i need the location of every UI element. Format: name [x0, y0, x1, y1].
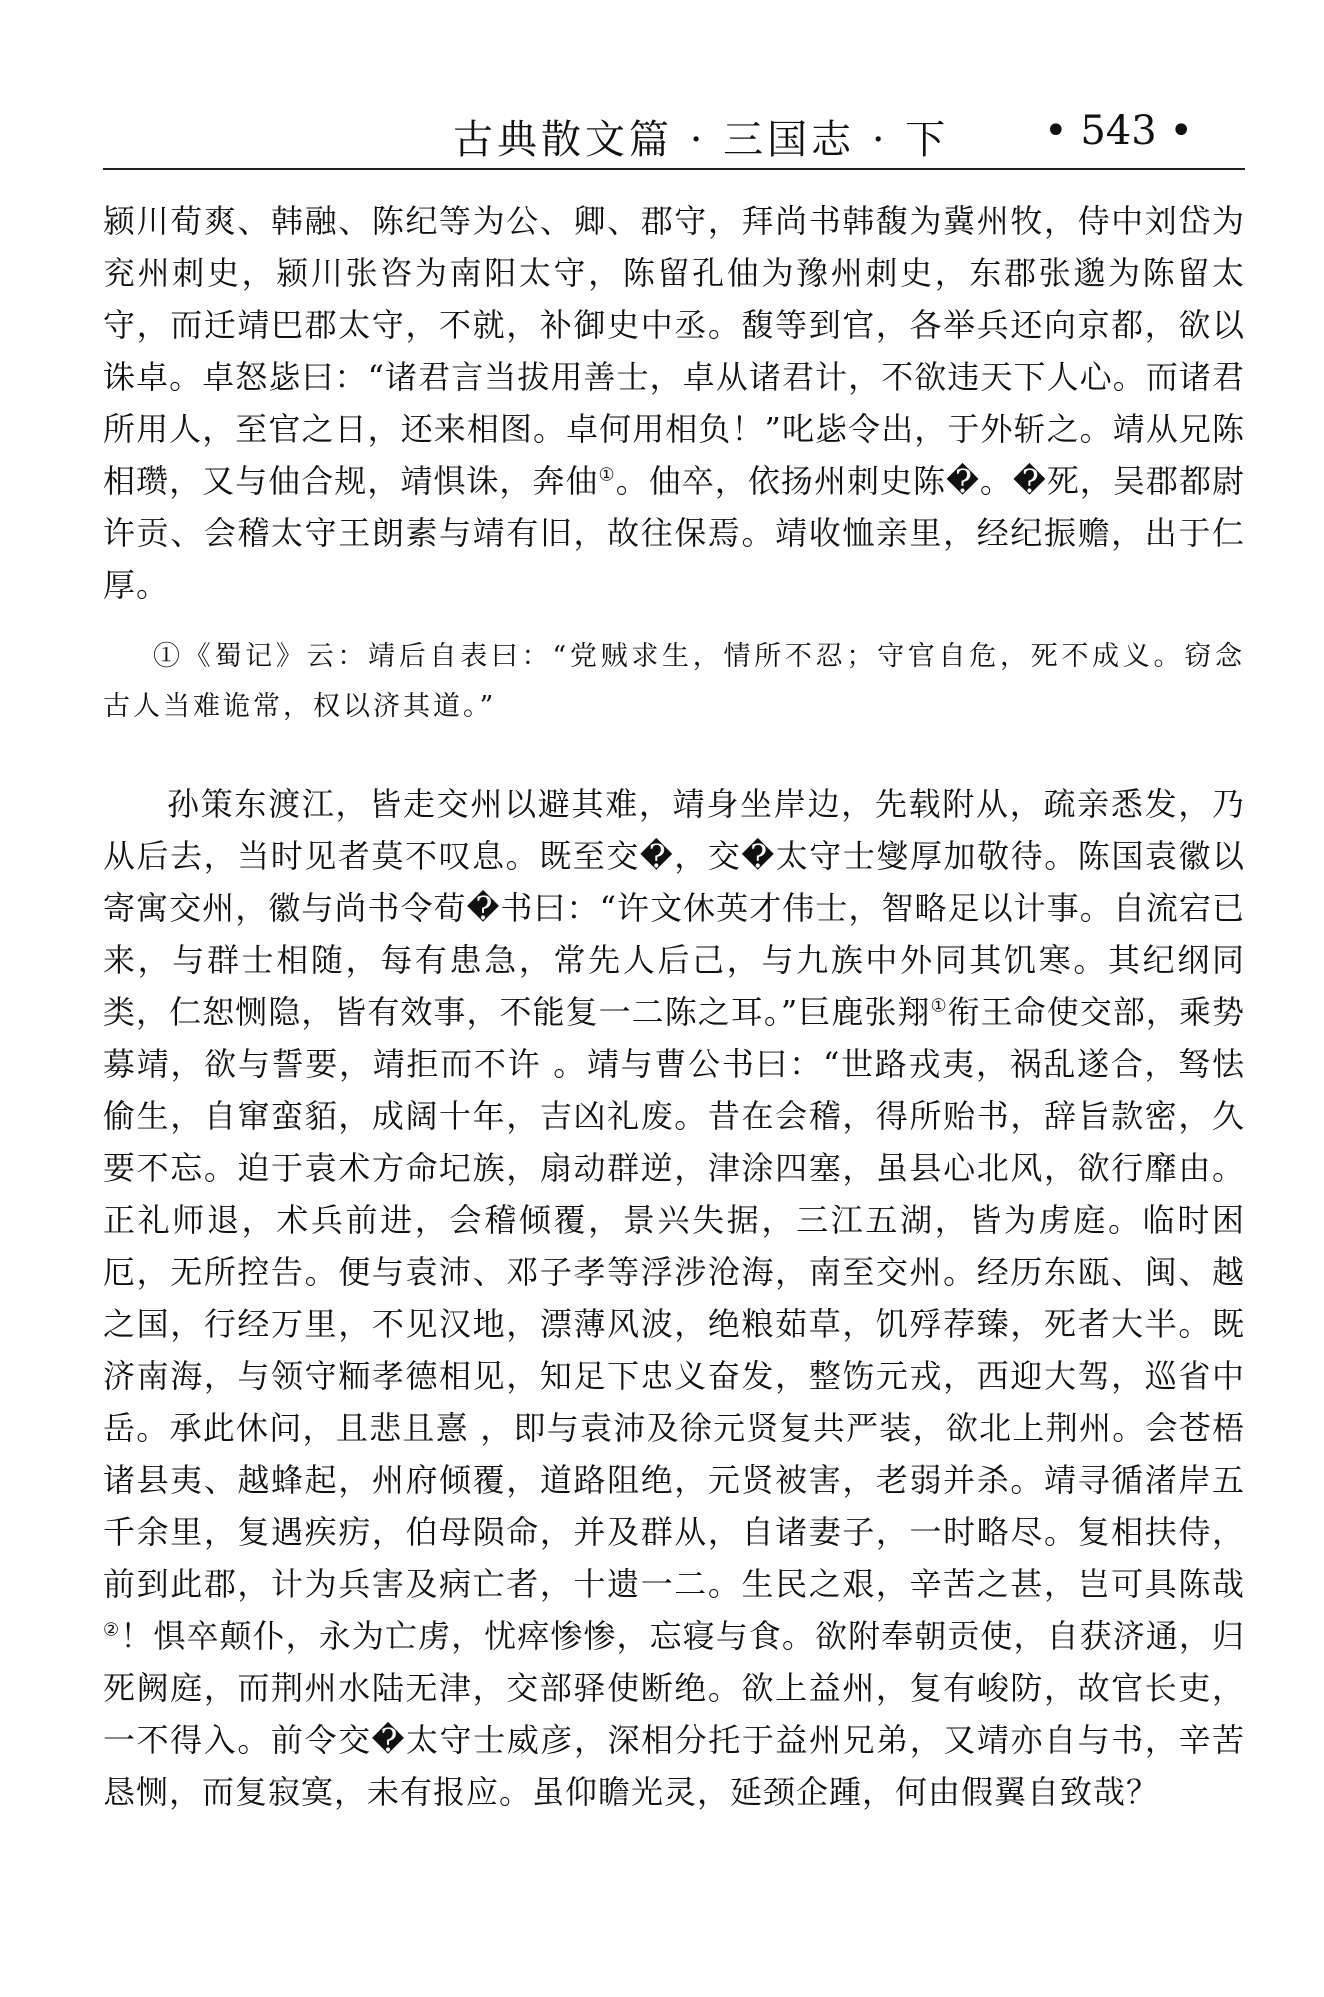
footnote-marker-1: ①: [598, 464, 616, 486]
footnote-1: ①《蜀记》云：靖后自表曰：“党贼求生，情所不忍；守官自危，死不成义。窃念古人当难诡常，权以济其道。”: [103, 641, 1245, 722]
paragraph-2-text-2: 衔王命使交部，乘势募靖，欲与誓要，靖拒而不许 。靖与曹公书曰：“世路戎夷，祸乱遂合，驽怯偷生，自窜蛮貊，成阔十年，吉凶礼废。昔在会稽，得所贻书，辞旨款密，久要不忘。迫于袁术方命圮族，扇动群逆，津涂四塞，虽县心北风，欲行靡由。正礼师退，术兵前进，会稽倾覆，景兴失据，三江五湖，皆为虏庭。临时困厄，无所控告。便与袁沛、邓子孝等浮涉沧海，南至交州。经历东瓯、闽、越之国，行经万里，不见汉地，漂薄风波，绝粮茹草，饥殍荐臻，死者大半。既济南海，与领守粫孝德相见，知足下忠义奋发，整饬元戎，西迎大驾，巡省中岳。承此休问，且悲且憙 ，即与袁沛及徐元贤复共严装，欲北上荆州。会苍梧诸县夷、越蜂起，州府倾覆，道路阻绝，元贤被害，老弱并杀。靖寻循渚岸五千余里，复遇疾疠，伯母陨命，并及群从，自诸妻子，一时略尽。复相扶侍，前到此郡，计为兵害及病亡者，十遗一二。生民之艰，辛苦之甚，岂可具陈哉: [103, 993, 1245, 1603]
footnote-marker-2: ①: [930, 995, 948, 1017]
header-title: 古典散文篇 · 三国志 · 下: [453, 117, 950, 163]
running-header: [103, 108, 1245, 170]
paragraph-2-text-3: ！惧卒颠仆，永为亡虏，忧瘁惨惨，忘寝与食。欲附奉朝贡使，自获济通，归死阙庭，而荆州水陆无津，交部驿使断绝。欲上益州，复有峻防，故官长吏，一不得入。前令交�太守士威彦，深相分托于益州兄弟，又靖亦自与书，辛苦恳恻，而复寂寞，未有报应。虽仰瞻光灵，延颈企踵，何由假翼自致哉？: [103, 1617, 1245, 1811]
footnote-marker-3: ②: [103, 1619, 121, 1641]
paragraph-1-text-1: 颍川荀爽、韩融、陈纪等为公、卿、郡守，拜尚书韩馥为冀州牧，侍中刘岱为兖州刺史，颍川张咨为南阳太守，陈留孔伷为豫州刺史，东郡张邈为陈留太守，而迁靖巴郡太守，不就，补御史中丞。馥等到官，各举兵还向京都，欲以诛卓。卓怒毖曰：“诸君言当拔用善士，卓从诸君计，不欲违天下人心。而诸君所用人，至官之日，还来相图。卓何用相负！”叱毖令出，于外斩之。靖从兄陈相瓒，又与伷合规，靖惧诛，奔伷: [103, 202, 1245, 500]
page-number: • 543 •: [1044, 108, 1193, 154]
paragraph-1-text-2: 。伷卒，依扬州刺史陈�。�死，吴郡都尉许贡、会稽太守王朗素与靖有旧，故往保焉。靖收恤亲里，经纪振赡，出于仁厚。: [103, 462, 1245, 604]
body-paragraph-1: [103, 195, 1245, 611]
paragraph-2-text-1: 孙策东渡江，皆走交州以避其难，靖身坐岸边，先载附从，疏亲悉发，乃从后去，当时见者莫不叹息。既至交�，交�太守士燮厚加敬待。陈国袁徽以寄寓交州，徽与尚书令荀�书曰：“许文休英才伟士，智略足以计事。自流宕已来，与群士相随，每有患急，常先人后己，与九族中外同其饥寒。其纪纲同类，仁恕恻隐，皆有效事，不能复一二陈之耳。”巨鹿张翔: [103, 785, 1245, 1031]
body-paragraph-2: [103, 778, 1245, 1818]
